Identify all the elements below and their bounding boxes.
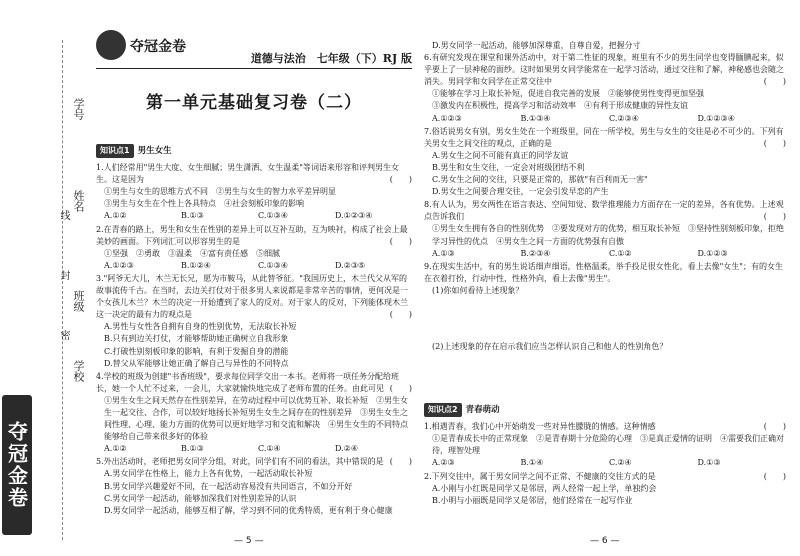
- cut-line: [62, 40, 63, 540]
- answer-bracket: ( ): [763, 422, 786, 432]
- q-item: ①男生与女生的思维方式不同 ②男生与女生的智力水平差异明显: [104, 187, 336, 197]
- option-b: B.①③: [181, 211, 204, 221]
- page-number-left: — 5 —: [234, 536, 264, 546]
- page-title: 第一单元基础复习卷（二）: [146, 93, 362, 113]
- q-options: [424, 457, 786, 469]
- option-c: C.②④: [609, 458, 632, 468]
- q-options: [96, 210, 412, 222]
- option-b: B.小明与小丽既是同学又是邻居，他们经常在一起写作业: [432, 495, 633, 505]
- q-options: [424, 113, 786, 125]
- option-a: A.①②③: [432, 113, 462, 123]
- q-item: ③激发内在积极性，提高学习和活动效率 ④有利于形成健康的异性友谊: [432, 101, 688, 111]
- q-item: ①男生女生之间天然存在性别差异，在劳动过程中可以优势互补、取长补短 ②男生女生一起交往、合作，可以较好地扬长补短男生女生之间存在的性别差异 ③男生女生之间性理、心理、能力方面的优势可以更好地学习和交流和解决 ④男生女生的不同特点能够给自己带来很多好的体验: [104, 395, 408, 442]
- binding-margin: [0, 0, 96, 556]
- q-item: ①男生女生拥有各自的性别优势 ②要发现对方的优势，相互取长补短 ③坚持性别刻板印象，拒绝学习异性的优点 ④男女生之间一方面的优势强有自傲: [432, 224, 784, 246]
- sub-question-1: (1)你如何看待上述现象？: [432, 285, 524, 295]
- option-b: B.①③④: [520, 113, 551, 123]
- option-b: B.男女同学兴趣爱好不同，在一起活动容易没有共同语言，不如分开好: [104, 481, 353, 491]
- option-c: C.②③④: [609, 113, 639, 123]
- option-c: C.男女生之间的交往，只要是正常的，那就"有百利而无一害": [432, 175, 648, 185]
- seal-mi-char: 密: [58, 330, 69, 340]
- knowledge-point-1: [96, 144, 412, 158]
- answer-bracket: ( ): [763, 77, 786, 87]
- question-2: [96, 224, 412, 272]
- answer-bracket: ( ): [763, 212, 786, 222]
- seal-line-char: 线: [58, 210, 69, 220]
- option-a: A.①②: [104, 444, 127, 454]
- page-number-right: — 6 —: [590, 536, 620, 546]
- q-item: ①是青春成长中的正常现象 ②是青春期十分危险的心理 ③是真正爱情的证明 ④需要我们正确对待，理智处理: [432, 434, 784, 456]
- side-brand-logo: 夺冠金卷: [2, 395, 32, 535]
- q-options: [96, 443, 412, 455]
- option-b: B.②③④: [520, 248, 551, 258]
- question-p1: [424, 421, 786, 469]
- q-stem: 8.有人认为，男女两性在语言表达、空间知觉、数学推理能力方面存在一定的差异，各有优势。上述观点告诉我们: [424, 200, 784, 222]
- answer-bracket: ( ): [763, 138, 786, 148]
- header-rule: [96, 68, 412, 69]
- question-8: [424, 199, 786, 259]
- answer-bracket: ( ): [389, 457, 412, 467]
- q-stem: 7.俗话说男女有别，男女生处在一个班级里，同在一所学校，男生与女生的交往是必不可少的。下列有关男女生之间交往的观点，正确的是: [424, 126, 784, 148]
- answer-bracket: ( ): [389, 310, 412, 320]
- kp-tag: 知识点2: [424, 403, 462, 417]
- option-c: C.①③④: [258, 211, 288, 221]
- logo-icon: [96, 30, 126, 60]
- option-d: D.②③⑤: [335, 260, 366, 270]
- name-label: 姓名: [72, 190, 85, 212]
- question-4: [96, 371, 412, 456]
- option-a: A.男女同学在性格上，能力上各有优势，一起活动取长补短: [104, 469, 313, 479]
- question-5: [96, 456, 412, 516]
- brand-name: 夺冠金卷: [130, 39, 186, 55]
- q-stem: 3."阿爷无大儿，木兰无长兄，愿为市鞍马，从此替爷征。"我国历史上，木兰代父从军的故事流传千古。在当时，去边关打仗对于很多男人来说都是非常辛苦的事情，更何况是一个女孩儿木兰？木兰的决定一开始遭到了家人的反对。对于家人的反对，下列能体现木兰这一决定的最有力的观点是: [96, 273, 408, 320]
- question-p2: [424, 471, 786, 507]
- answer-bracket: ( ): [389, 236, 412, 246]
- answer-bracket: ( ): [389, 383, 412, 393]
- q-item: ③男生与女生在个性上各具特点 ④社会刻板印象的影响: [104, 199, 304, 209]
- class-label: 班级: [72, 290, 85, 312]
- option-c: C.男女同学一起活动，能够加深我们对性别差异的认识: [104, 493, 297, 503]
- option-b: B.①②④: [181, 260, 211, 270]
- q-stem: 1.人们经常用"男生大度、女生细腻；男生潇洒、女生温柔"等词语来形容和评判男生女生。这是因为: [96, 163, 399, 185]
- option-b: B.①④: [520, 458, 544, 468]
- option-a: A.小刚与小红既是同学又是邻居，两人经常一起上学，单独约会: [432, 483, 657, 493]
- question-9: [424, 261, 786, 397]
- q-stem: 4.学校的班级为创建"书香班级"，要求每位同学交出一本书。老师将一项任务分配给班长，她一个人忙不过来，一会儿，大家就愉快地完成了老师布置的任务。由此可见: [96, 371, 399, 393]
- q-item: ①坚强 ②勇敢 ③温柔 ④富有责任感 ⑤细腻: [104, 248, 280, 258]
- q-options: [424, 248, 786, 260]
- brand-logo: [96, 24, 196, 64]
- option-d: D.男女同学一起活动，能够互相了解，学习到不同的优秀特质，更有利于身心健康: [104, 505, 393, 515]
- answer-space[interactable]: [424, 297, 786, 341]
- option-d: D.①②③: [697, 248, 728, 258]
- left-column: [96, 138, 412, 518]
- option-a: A.②③: [432, 458, 455, 468]
- option-c: C.打破性别刻板印象的影响，有利于发掘自身的潜能: [104, 346, 289, 356]
- answer-bracket: ( ): [763, 471, 786, 481]
- option-d: D.替父从军能够让她正确了解自己与异性的不同特点: [104, 358, 289, 368]
- option-d: D.①②③④: [335, 211, 373, 221]
- right-column: [424, 40, 786, 508]
- option-a: A.①③: [432, 248, 455, 258]
- q-item: ①能够在学习上取长补短，促进自我完善的发展 ②能够使男性变得更加坚强: [432, 89, 704, 99]
- answer-space[interactable]: [424, 353, 786, 397]
- q-stem: 9.在现实生活中，有的男生说话细声细语，性格温柔，举手投足很女性化，看上去像"女生"；有的女生在衣着打扮，行动中性，性格外向，看上去像"男生"。: [424, 261, 783, 283]
- knowledge-point-2: [424, 403, 786, 417]
- option-d: D.男女同学一起活动，能够加深尊重，自尊自爱，把握分寸: [432, 41, 641, 50]
- q-stem: 2.下列交往中，属于男女同学之间不正常、不健康的交往方式的是: [424, 471, 656, 481]
- option-b: B.男生和女生交往，一定会对班级团结不利: [432, 162, 585, 172]
- question-7: [424, 126, 786, 199]
- seal-feng-char: 封: [58, 270, 69, 280]
- sub-question-2: (2)上述现象的存在启示我们应当怎样认识自己和他人的性别角色？: [432, 341, 668, 351]
- question-6: [424, 52, 786, 125]
- option-d: D.①③: [697, 458, 721, 468]
- option-c: C.①④: [258, 444, 281, 454]
- q-stem: 6.有研究发现在课堂和课外活动中，对于第二性征的现象，班里有不少的男生同学也变得腼腆起来，似乎要上了一层神秘的面纱。这时如果男女同学能常在一起学习活动，通过交往和了解，神秘感也会随之消失。男同学和女同学在正常交往中: [424, 53, 784, 87]
- option-a: A.男女生之间不可能有真正的同学友谊: [432, 150, 569, 160]
- answer-bracket: ( ): [389, 175, 412, 185]
- option-c: C.①③④: [258, 260, 288, 270]
- kp-tag: 知识点1: [96, 144, 134, 158]
- question-1: [96, 162, 412, 222]
- option-d: D.①②③④: [697, 113, 735, 123]
- q-stem: 5.外出活动时，老师把男女同学分组，对此，同学们有不同的看法，其中错误的是: [96, 457, 384, 467]
- option-d: D.②④: [335, 444, 359, 454]
- option-a: A.男性与女性各自拥有自身的性别优势，无法取长补短: [104, 322, 297, 332]
- option-a: A.①②③: [104, 260, 134, 270]
- q-stem: 1.相遇青春，我们心中开始萌发一些对异性朦胧的情感。这种情感: [424, 422, 656, 432]
- question-3: [96, 273, 412, 370]
- school-label: 学校: [72, 360, 85, 382]
- page-header: [96, 14, 412, 68]
- q-stem: 2.在青春的路上，男生和女生在性别的差异上可以互补互助，互为映衬，构成了社会上最美妙的画面。下列词汇可以形容男生的是: [96, 224, 408, 246]
- option-b: B.只有到边关打仗，才能够帮助她正确树立自我形象: [104, 334, 289, 344]
- option-c: C.①②: [609, 248, 632, 258]
- option-a: A.①②: [104, 211, 127, 221]
- kp-label: 青春萌动: [465, 405, 500, 416]
- option-b: B.①③: [181, 444, 204, 454]
- q-options: [96, 260, 412, 272]
- subject-label: 道德与法治 七年级（下）RJ 版: [250, 52, 412, 65]
- option-d: D.男女生之间要合理交往，一定会引发早恋的产生: [432, 187, 609, 197]
- kp-label: 男生女生: [137, 146, 172, 156]
- student-number-label: 学号: [72, 98, 85, 120]
